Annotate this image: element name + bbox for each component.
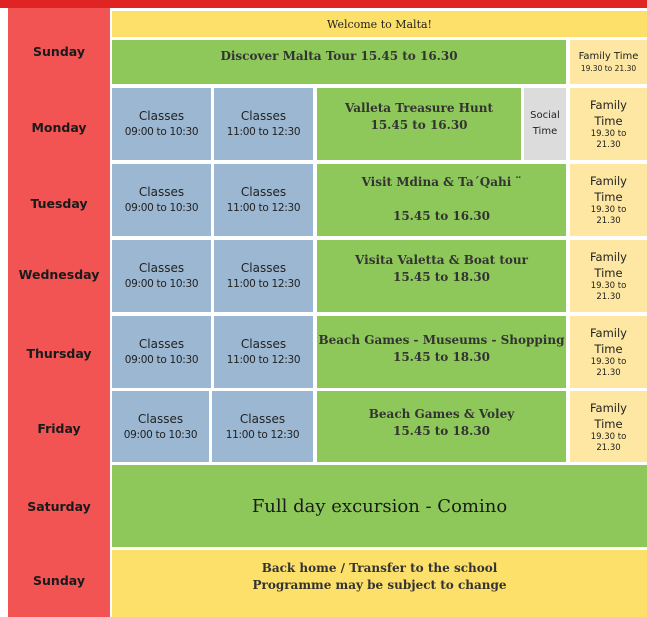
day-label-sunday: Sunday <box>33 43 85 59</box>
classes-time: 11:00 to 12:30 <box>225 428 300 441</box>
top-bar <box>0 0 647 8</box>
family-word: Family <box>589 326 627 340</box>
family-time-start: 19.30 to <box>590 205 627 215</box>
family-time-monday <box>570 88 647 160</box>
tuesday-activity <box>317 164 566 236</box>
classes-label: Classes <box>240 261 287 275</box>
friday-activity-time: 15.45 to 18.30 <box>392 424 491 438</box>
time-word: Time <box>594 190 623 204</box>
final-day-line2: Programme may be subject to change <box>252 578 507 592</box>
thursday-activity <box>317 316 566 388</box>
family-time-start: 19.30 to <box>590 431 627 442</box>
wednesday-activity-title: Visita Valetta & Boat tour <box>355 253 528 267</box>
classes-time: 11:00 to 12:30 <box>226 202 301 214</box>
friday-activity <box>317 391 566 462</box>
time-word: Time <box>594 416 623 431</box>
family-time-thursday <box>570 316 647 388</box>
family-word: Family <box>589 250 627 264</box>
classes-time: 11:00 to 12:30 <box>226 354 301 366</box>
friday-activity-title: Beach Games & Voley <box>368 407 515 421</box>
family-word: Family <box>589 400 627 415</box>
classes-time: 11:00 to 12:30 <box>226 126 301 138</box>
family-time-end: 21.30 <box>596 368 621 378</box>
classes-time: 11:00 to 12:30 <box>226 278 301 290</box>
classes-label: Classes <box>137 411 184 426</box>
tuesday-activity-time: 15.45 to 16.30 <box>392 209 491 223</box>
classes-thursday-1 <box>112 316 211 388</box>
classes-wednesday-1 <box>112 240 211 312</box>
family-time-wednesday <box>570 240 647 312</box>
classes-friday-1 <box>112 391 209 462</box>
day-label-thursday: Thursday <box>26 345 92 361</box>
welcome-text: Welcome to Malta! <box>327 17 432 31</box>
classes-tuesday-1 <box>112 164 211 236</box>
day-label-sunday-final: Sunday <box>33 572 85 588</box>
family-time-hours: 19.30 to 21.30 <box>580 64 637 73</box>
thursday-activity-title: Beach Games - Museums - Shopping <box>318 333 565 347</box>
classes-wednesday-2 <box>214 240 313 312</box>
classes-time: 09:00 to 10:30 <box>124 278 199 290</box>
wednesday-activity <box>317 240 566 312</box>
classes-label: Classes <box>240 337 287 351</box>
family-time-end: 21.30 <box>596 216 621 226</box>
family-time-end: 21.30 <box>596 442 621 453</box>
classes-label: Classes <box>240 109 287 123</box>
classes-time: 09:00 to 10:30 <box>124 126 199 138</box>
family-time-start: 19.30 to <box>590 129 627 139</box>
family-time-end: 21.30 <box>596 140 621 150</box>
family-word: Family <box>589 174 627 188</box>
classes-label: Classes <box>239 411 286 426</box>
saturday-excursion-text: Full day excursion - Comino <box>251 495 508 517</box>
classes-label: Classes <box>138 261 185 275</box>
classes-label: Classes <box>138 109 185 123</box>
classes-monday-1 <box>112 88 211 160</box>
classes-monday-2 <box>214 88 313 160</box>
classes-label: Classes <box>138 185 185 199</box>
sunday-activity-text: Discover Malta Tour 15.45 to 16.30 <box>220 48 458 63</box>
wednesday-activity-time: 15.45 to 18.30 <box>392 270 491 284</box>
family-time-label: Family Time <box>578 51 639 62</box>
time-word: Time <box>594 114 623 128</box>
classes-time: 09:00 to 10:30 <box>123 428 198 441</box>
family-time-start: 19.30 to <box>590 357 627 367</box>
social-word: Social <box>530 110 560 121</box>
sunday-activity <box>112 40 566 84</box>
day-label-tuesday: Tuesday <box>30 195 88 211</box>
thursday-activity-time: 15.45 to 18.30 <box>392 350 491 364</box>
time-word: Time <box>594 266 623 280</box>
final-day-line1: Back home / Transfer to the school <box>261 561 498 575</box>
family-time-end: 21.30 <box>596 292 621 302</box>
classes-label: Classes <box>138 337 185 351</box>
day-label-monday: Monday <box>31 119 87 135</box>
classes-time: 09:00 to 10:30 <box>124 202 199 214</box>
day-label-friday: Friday <box>37 420 81 436</box>
monday-activity-time: 15.45 to 16.30 <box>370 118 468 132</box>
classes-tuesday-2 <box>214 164 313 236</box>
classes-label: Classes <box>240 185 287 199</box>
classes-time: 09:00 to 10:30 <box>124 354 199 366</box>
final-day-notice <box>112 550 647 617</box>
day-label-saturday: Saturday <box>27 498 91 514</box>
classes-thursday-2 <box>214 316 313 388</box>
social-time-monday <box>524 88 566 160</box>
time-word: Time <box>532 126 558 137</box>
saturday-excursion <box>112 465 647 547</box>
family-time-start: 19.30 to <box>590 281 627 291</box>
family-time-sunday <box>570 40 647 84</box>
family-time-tuesday <box>570 164 647 236</box>
family-time-friday <box>570 391 647 462</box>
classes-friday-2 <box>212 391 313 462</box>
family-word: Family <box>589 98 627 112</box>
tuesday-activity-title: Visit Mdina & Ta´Qahi ¨ <box>361 175 522 189</box>
welcome-banner <box>112 11 647 37</box>
monday-activity-title: Valleta Treasure Hunt <box>345 101 493 115</box>
day-label-wednesday: Wednesday <box>18 266 100 282</box>
time-word: Time <box>594 342 623 356</box>
monday-activity <box>317 88 521 160</box>
